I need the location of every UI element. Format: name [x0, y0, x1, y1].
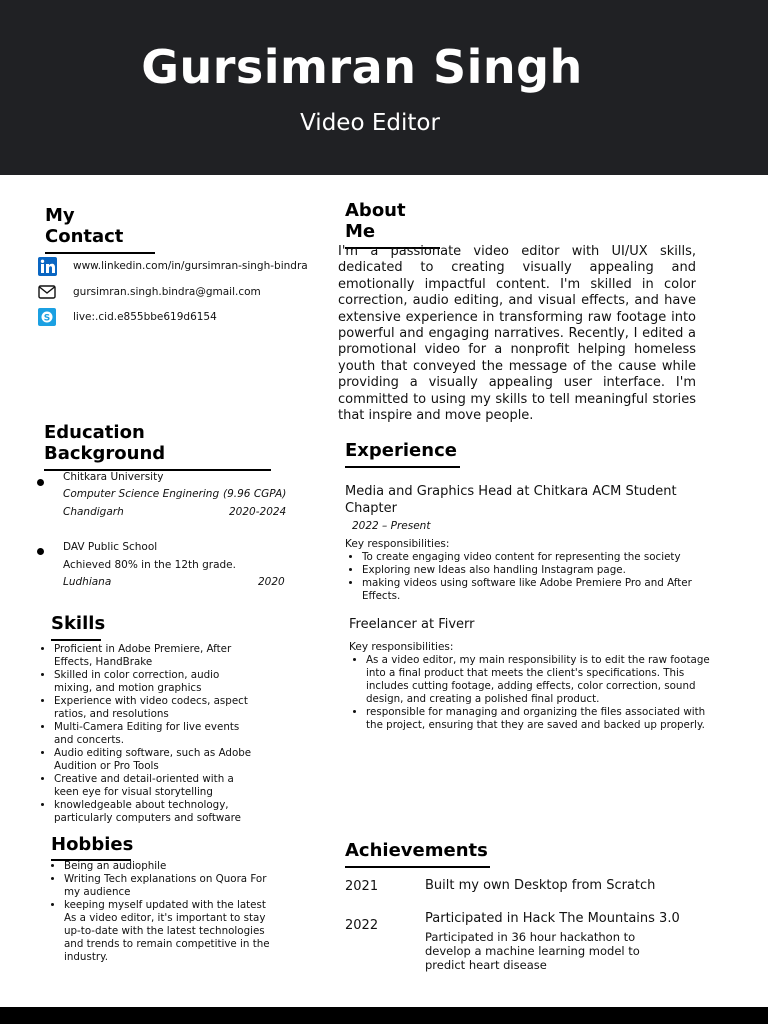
education-school: Chitkara University — [63, 471, 164, 483]
list-item: • knowledgeable about technology, particularly computers and software — [54, 799, 260, 825]
list-item: • To create engaging video content for representing the society — [362, 551, 711, 564]
job-period: 2022 – Present — [352, 520, 431, 532]
list-item: • Being an audiophile — [64, 860, 278, 873]
education-title: Education Background — [44, 422, 271, 471]
list-item: • As a video editor, my main responsibility is to edit the raw footage into a final product that meets the client's specifications. This includes cutting footage, adding effects, color correction, sound design, and creating a polished final product. — [366, 654, 715, 706]
about-text: I'm a passionate video editor with UI/UX skills, dedicated to creating visually appealing and emotionally impactful content. I'm skilled in color correction, audio editing, and visual effects, and have extensive experience in transforming raw footage into powerful and engaging narratives. Recently, I edited a promotional video for a nonprofit helping homeless youth that conveyed the message of the cause while providing a visually appealing user interface. I'm committed to using my skills to tell meaningful stories that inspire and move people. — [338, 244, 696, 424]
education-degree: Computer Science Enginering — [63, 488, 220, 500]
linkedin-icon — [37, 256, 57, 276]
experience-title: Experience — [345, 440, 460, 468]
resume-role: Video Editor — [300, 110, 440, 136]
contact-skype — [37, 307, 327, 327]
achievement-title: Built my own Desktop from Scratch — [425, 878, 656, 893]
header-banner — [0, 0, 768, 175]
bullet-dot — [37, 548, 44, 555]
list-item: • Proficient in Adobe Premiere, After Effects, HandBrake — [54, 643, 260, 669]
responsibilities-label: Key responsibilities: — [345, 538, 450, 550]
education-school: DAV Public School — [63, 541, 158, 553]
education-place: Ludhiana — [63, 576, 112, 588]
skills-list — [38, 643, 260, 825]
contact-linkedin — [37, 256, 327, 276]
achievement-description: Participated in 36 hour hackathon to develop a machine learning model to predict heart disease — [425, 930, 640, 973]
resume-name: Gursimran Singh — [141, 40, 583, 94]
list-item: • Skilled in color correction, audio mixing, and motion graphics — [54, 669, 260, 695]
list-item: • responsible for managing and organizing the files associated with the project, ensuring that they are saved and backed up properly. — [366, 706, 715, 732]
list-item: • Writing Tech explanations on Quora For my audience — [64, 873, 278, 899]
hobbies-title: Hobbies — [51, 834, 131, 861]
list-item: • Audio editing software, such as Adobe Audition or Pro Tools — [54, 747, 260, 773]
list-item: • making videos using software like Adobe Premiere Pro and After Effects. — [362, 577, 711, 603]
education-years: 2020-2024 — [229, 506, 287, 518]
education-years: 2020 — [258, 576, 285, 588]
job-role: Media and Graphics Head at Chitkara ACM Student Chapter — [345, 484, 677, 516]
bullet-dot — [37, 479, 44, 486]
contact-email — [37, 282, 327, 302]
about-title: About Me — [345, 200, 440, 249]
achievements-title: Achievements — [345, 840, 490, 868]
skype-icon — [37, 307, 57, 327]
education-grade: (9.96 CGPA) — [223, 488, 287, 500]
education-degree: Achieved 80% in the 12th grade. — [63, 559, 236, 571]
responsibilities-label: Key responsibilities: — [349, 641, 454, 653]
job-responsibilities — [346, 551, 711, 603]
list-item: • keeping myself updated with the latest As a video editor, it's important to stay up-to-date with the latest technologies and trends to remain competitive in the industry. — [64, 899, 278, 964]
list-item: • Multi-Camera Editing for live events and concerts. — [54, 721, 260, 747]
achievement-title: Participated in Hack The Mountains 3.0 — [425, 911, 680, 926]
footer-bar — [0, 1007, 768, 1024]
contact-title: My Contact — [45, 205, 155, 254]
list-item: • Creative and detail-oriented with a keen eye for visual storytelling — [54, 773, 260, 799]
list-item: • Exploring new Ideas also handling Instagram page. — [362, 564, 711, 577]
achievement-year: 2022 — [345, 918, 379, 933]
mail-icon — [37, 282, 57, 302]
education-place: Chandigarh — [63, 506, 124, 518]
achievement-year: 2021 — [345, 879, 379, 894]
linkedin-link[interactable]: www.linkedin.com/in/gursimran-singh-bindra — [73, 260, 308, 272]
skills-title: Skills — [51, 613, 101, 641]
job-responsibilities — [350, 654, 715, 732]
hobbies-list — [48, 860, 278, 964]
job-role: Freelancer at Fiverr — [349, 617, 475, 632]
svg-text:S: S — [43, 313, 51, 324]
skype-id[interactable]: live:.cid.e855bbe619d6154 — [73, 311, 217, 323]
email-link[interactable]: gursimran.singh.bindra@gmail.com — [73, 286, 261, 298]
list-item: • Experience with video codecs, aspect ratios, and resolutions — [54, 695, 260, 721]
